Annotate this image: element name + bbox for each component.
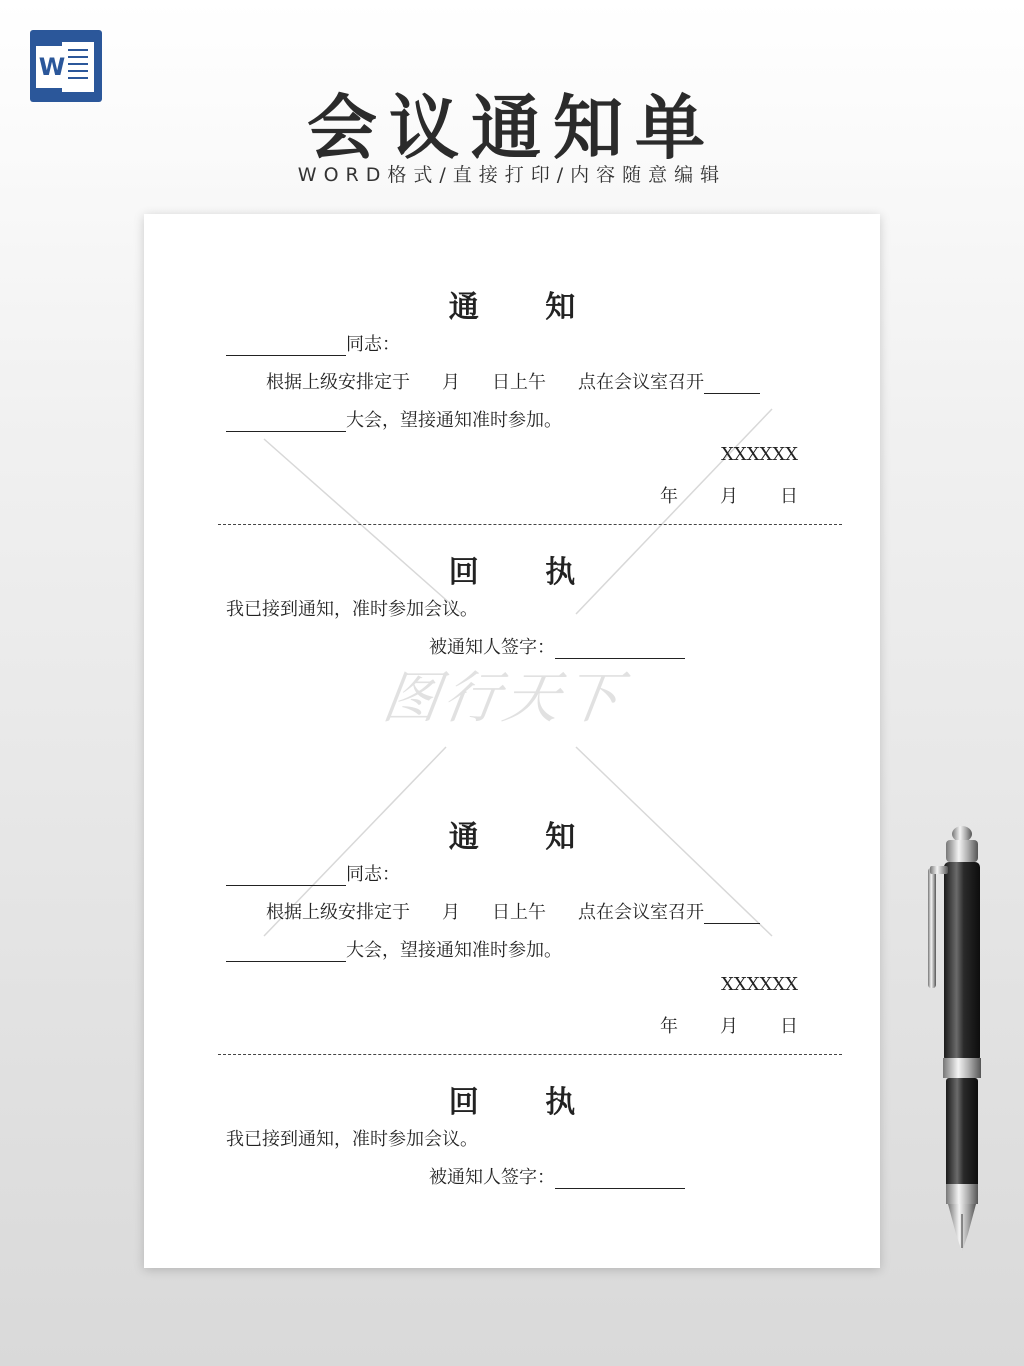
body-line-2: 大会，望接通知准时参加。 [226,936,562,962]
cut-line [218,1054,842,1055]
receipt-text: 我已接到通知，准时参加会议。 [226,599,478,620]
receipt-title: 回 执 [448,1085,604,1120]
date-line: 年 月 日 [660,486,798,507]
page-subtitle: WORD格式/直接打印/内容随意编辑 [297,164,727,186]
word-icon-letter: W [38,53,66,81]
notice-title: 通 知 [448,820,604,855]
document-page [144,214,880,1268]
body-line-1: 根据上级安排定于 月 日上午 点在会议室召开 [266,898,760,924]
notice-title: 通 知 [448,290,604,325]
name-blank[interactable] [226,337,346,356]
signature-line: 被通知人签字： [429,1163,685,1189]
meeting-name-blank[interactable] [226,943,346,962]
receipt-title: 回 执 [448,555,604,590]
body-line-1: 根据上级安排定于 月 日上午 点在会议室召开 [266,368,760,394]
meeting-blank[interactable] [704,375,760,394]
name-blank[interactable] [226,867,346,886]
signature-line: 被通知人签字： [429,633,685,659]
receipt-text: 我已接到通知，准时参加会议。 [226,1129,478,1150]
watermark-text: 图行天下 [378,666,628,731]
meeting-name-blank[interactable] [226,413,346,432]
signer: XXXXXX [721,974,798,995]
date-line: 年 月 日 [660,1016,798,1037]
cut-line [218,524,842,525]
salutation-line: 同志： [226,860,400,886]
signature-blank[interactable] [555,640,685,659]
signer: XXXXXX [721,444,798,465]
signature-blank[interactable] [555,1170,685,1189]
fountain-pen-icon [922,822,992,1262]
salutation-line: 同志： [226,330,400,356]
body-line-2: 大会，望接通知准时参加。 [226,406,562,432]
meeting-blank[interactable] [704,905,760,924]
page-title: 会议通知单 [307,87,717,169]
